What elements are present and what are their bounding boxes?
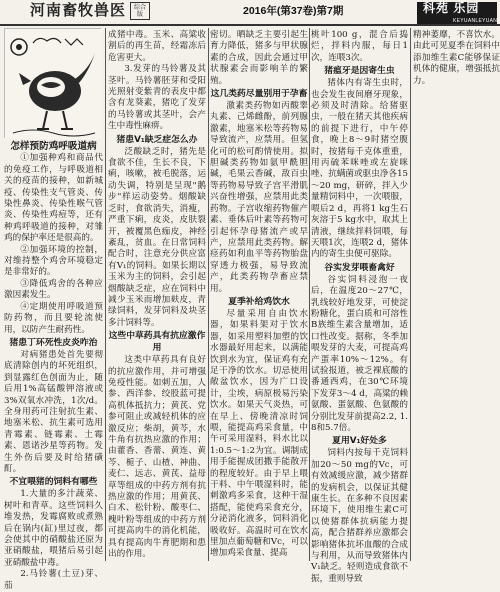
section-heading: 这些中草药具有抗应激作用 <box>108 331 206 354</box>
paragraph: 2.马铃薯(土豆)芽、茄 <box>4 569 103 591</box>
column-1 <box>4 28 103 591</box>
paragraph: 密切。晒缺乏主要引起生育力降低，猪多与甲状腺素的合成，因此会通过甲状腺素会而影响羊的繁殖。 <box>210 30 308 86</box>
paragraph: 成猪中毒。玉米、高粱收割后的再生苗，经霜冻后危害更大。 <box>108 30 206 63</box>
column-divider <box>309 28 310 561</box>
paragraph: 猪体内有寄生虫时，也会发生夜间磨牙现象，必须及时清除。给猪驱虫，一般在猪天其他疾病的前提下进行，中午停食，晚上8～9时猪空腹时，按猪每千克体重重，用丙硫苯咪唑或左旋咪唑、抗螨菌或驱虫净各15～20 mg，研碎，拌入少量精饲料中，一次喂服，喂后2 d，再将1 kg生石灰溶于5 kg水中，取其上清液，继续拌料饲喂，每天喂1次，连喂2 d，猪体内的寄生虫便可驱除。 <box>311 78 408 260</box>
paragraph: 精神萎靡，不喜饮水。由此可见夏季在饲料中添加维生素C能够保证机体的健康，增强抵抗力。 <box>413 30 500 86</box>
paragraph: 激素类药物如丙酸睾丸素、己烯雌酚，前列腺激素，地塞米松等药物易导致流产，应禁用。但氢化可的松可酌情使用。拟胆碱类药物如氨甲酰胆碱，毛果云香碱，敌百虫等药物易导致子宫平滑肌兴奋性增强，应禁用此类药物。子宫收缩药物催产素、垂体后叶素等药物可引起怀孕母猪流产或早产，应禁用此类药物。解痉药如利血平等药物胎盘穿透力极强，易导致流产，此类药物孕畜应禁用。 <box>210 101 308 294</box>
section-heading: 这几类药尽量别用于孕畜 <box>210 89 308 100</box>
page-header <box>0 0 500 22</box>
section-heading: 猪患V₁缺乏症怎么办 <box>116 134 198 145</box>
paragraph: 谷实饲料浸泡一夜后，在温度20～27℃，乳线较好地发芽，可使淀粉糖化，蛋白质和可溶性B族维生素含量增加，适口性改变。据称，冬季加喂发芽的大麦，可提高鸡产蛋率10%～12%。有试验报道，被乏裸底酸的番通西鸡，在30℃环境下发芽3～4 d，高粱的赖氨酸、蛋氨酸、色氨酸的分别比发芽前提高2.2, 1.8和5.7倍。 <box>311 274 408 433</box>
paragraph: 这类中草药具有良好的抗应激作用，并可增强免疫性能。如刺五加，人参、西洋参、绞股蓝可提高机体抵抗力；黄芪、党参可阻止或减轻机体的应激反应；柴胡，黄芩，水牛角有抗热应激的作用；由藿香、香薷、黄连、黄芩、栀子、山楂、神曲、麦仁、远志、黄芪、益母草等组成的中药方剂有抗热应激的作用；用黄芪、白术、松针粉、酸枣仁、槐叶粉等组成的中药方剂可提高肉牛的消化机能，具有提高肉牛育肥期和患出的作用。 <box>108 355 206 560</box>
paragraph: ④定期使用呼吸道预防药物，而且要轮流使用，以防产生耐药性。 <box>4 301 103 335</box>
illustration <box>4 28 101 138</box>
section-heading: 谷实发芽喂畜禽好 <box>324 262 395 273</box>
column-3 <box>210 30 308 563</box>
column-divider <box>410 28 411 561</box>
column-2 <box>108 30 206 563</box>
paragraph: 尽量采用自由饮水器，如果料架对于饮水器，如采用塑料加塑的饮水器最好用起来，以满能饮到水为宜，保证鸡有充足干净的饮水。切忌使用敞盆饮水，因为广口设计，尘埃，病原极易污染饮水。如果天气炎热，可在早上、傍晚清凉时饲喂，能提高鸡采食量，中午可采用湿料，料水比以1:0.5～1:2为宜。调制成用手能握成团撒手能散开的程度较好。由于早上喂干料、中午喂湿料时，能刺激鸡多采食，这种干湿搭配，能使鸡采食充分，分泌消化液多，饲料消化吸收好。高温时可在饮水里加点葡萄糖和Vc，可以增加鸡采食量、提高 <box>210 308 308 559</box>
paragraph: 3.发芽的马铃薯及其茎叶。马铃薯胚芽和受阳光照射变紫青的表皮中都含有龙葵素，猪吃了发芽的马铃薯或其茎叶，会产生中毒性麻痹。 <box>108 64 206 132</box>
paragraph: ①加强种鸡和商品代的免疫工作，与呼吸道相关的疫苗的接种，如新城疫、传染性支气管炎、传染性鼻炎、传染性喉气管炎、传染性鸡痘等，还有种鸡呼吸道的接种，对雏鸡的保护率还是很高的。 <box>4 153 103 244</box>
section-heading: 猪瘟牙是因寄生虫 <box>324 66 395 77</box>
paragraph: 桃叶100 g，混合后捣烂，拌料内服，每日1次，连喂3次。 <box>311 30 408 63</box>
masthead <box>30 2 150 20</box>
paragraph: 泛酸缺乏时，猪先是食欲不佳，生长不良，下痢，咳嗽，被毛脱落，运动失调，特别是呈现"鹅步"样运动姿势。烟酸缺乏时，食欲消失，消瘦，严重下痢，皮炎，皮肤裂开，被覆黑色痂皮，神经紊乱，贫血。在日常饲料配合时，注意充分供应富有V₁的饲料。如果长期以玉米为主的饲料，会引起烟酸缺乏症，应在饲料中减少玉米而增加麸皮，青绿饲料，发芽饲料及块茎多汁饲料等。 <box>108 146 206 328</box>
issue-number: 2016年(第37卷)第7期 <box>243 5 344 17</box>
paragraph: ③降低鸡舍的各种应激因素发生。 <box>4 278 103 301</box>
paragraph: ②加强环境的控制，对维持整个鸡舍环境稳定是非常好的。 <box>4 244 103 278</box>
column-divider <box>208 28 209 561</box>
section-heading: 夏用V₁好处多 <box>332 436 387 447</box>
masthead-title: 河南畜牧兽医 <box>30 1 127 20</box>
masthead-subtitle: 综合版 <box>130 2 150 20</box>
section-heading: 猪患丁环死性皮炎咋治 <box>9 337 98 348</box>
paragraph: 饲料内按每千克饲料加20～50 mg的Vc，可有效减缓应激，减少猪群的发病机会，以保证其健康生长。在多种不良因素环境下，使用维生素C可以使猪群体抗病能力提高，配合猪群养应激都会影响猪体抗坏血酸的合成与利用，从而导致猪体内V₁缺乏。轻则造成食欲不振，重则导致 <box>311 448 408 584</box>
section-badge-english: KEYUANLEYUAN <box>453 18 498 24</box>
section-heading: 不宜喂猪的饲料有哪些 <box>9 477 98 488</box>
header-rule <box>0 24 500 26</box>
column-divider <box>105 28 106 561</box>
article-title: 怎样预防鸡呼吸道病 <box>10 141 97 152</box>
column-5 <box>413 30 500 563</box>
section-heading: 夏季补给鸡饮水 <box>228 296 290 307</box>
paragraph: 对病猪患处首先要彻底清除创内的坏死组织，到显露红色创面为止，随后用1%高锰酸钾溶液或3%双氧水冲洗，1次/d。全身用药可注射抗生素、地塞米松、抗生素可选用青霉素、链霉素、土霉素、恩诺沙星等药物。发生外伤后要及时给猪磺酊。 <box>4 349 103 474</box>
bird-illustration <box>5 29 102 139</box>
section-badge <box>417 2 497 24</box>
column-4 <box>311 30 408 584</box>
section-badge-title: 科苑 乐园 <box>423 1 480 15</box>
paragraph: 1.大量的多汁蔬菜、树叶和青草。这些饲料久堆发热，发霉腐败或煮熟后在锅内(缸)里过夜，都会使其中的硝酸盐还原为亚硝酸盐，喂猪后易引起亚硝酸盐中毒。 <box>4 489 103 568</box>
